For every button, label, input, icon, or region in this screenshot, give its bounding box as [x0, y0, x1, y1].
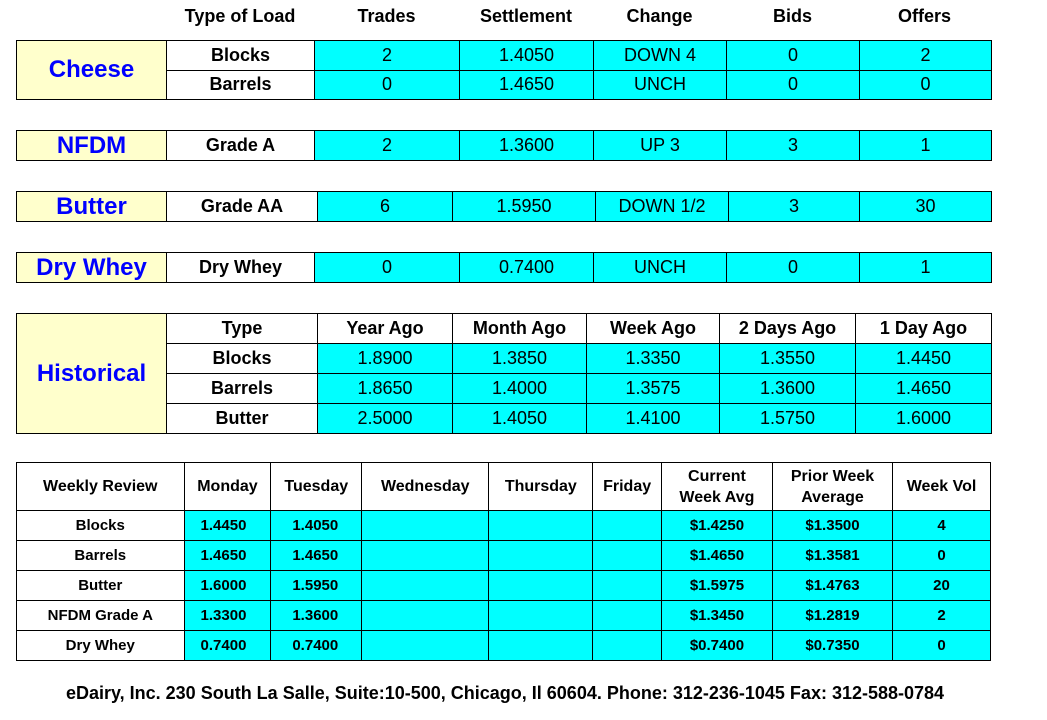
historical-value: 1.3850 — [453, 344, 587, 374]
table-cell: 0 — [893, 631, 991, 661]
table-row — [17, 631, 991, 661]
table-cell — [593, 571, 662, 601]
column-header: Friday — [593, 463, 662, 511]
table-row — [17, 41, 992, 71]
historical-value: 1.4100 — [587, 404, 720, 434]
table-cell: 1.3600 — [271, 601, 362, 631]
historical-value: 1.3600 — [720, 374, 856, 404]
offers-value: 1 — [860, 131, 992, 161]
historical-value: 1.8650 — [318, 374, 453, 404]
table-row — [17, 253, 992, 283]
column-header: Week Ago — [587, 314, 720, 344]
table-row — [17, 314, 992, 344]
trades-value: 6 — [318, 192, 453, 222]
table-row — [17, 541, 991, 571]
table-cell — [593, 631, 662, 661]
historical-value: 1.3575 — [587, 374, 720, 404]
historical-value: 1.3350 — [587, 344, 720, 374]
settlement-value: 1.4650 — [460, 70, 594, 100]
row-label: Barrels — [167, 374, 318, 404]
table-cell: 0 — [893, 541, 991, 571]
table-cell — [593, 601, 662, 631]
offers-value: 30 — [860, 192, 992, 222]
change-value: UP 3 — [594, 131, 727, 161]
header-type-of-load: Type of Load — [184, 6, 296, 26]
historical-value: 1.4050 — [453, 404, 587, 434]
table-cell: 4 — [893, 511, 991, 541]
settlement-value: 1.3600 — [460, 131, 594, 161]
category-dry-whey: Dry Whey — [17, 253, 167, 283]
table-cell — [489, 541, 593, 571]
row-label: Blocks — [167, 344, 318, 374]
table-cell: 1.4650 — [271, 541, 362, 571]
bids-value: 3 — [727, 131, 860, 161]
column-header: Monday — [184, 463, 271, 511]
historical-value: 1.4000 — [453, 374, 587, 404]
row-label: NFDM Grade A — [17, 601, 185, 631]
table-cell: $1.4650 — [661, 541, 772, 571]
trades-value: 0 — [315, 70, 460, 100]
column-header — [772, 463, 892, 511]
column-header: Type — [167, 314, 318, 344]
settlement-value: 1.4050 — [460, 41, 594, 71]
load-type: Grade A — [167, 131, 315, 161]
table-cell: 0.7400 — [184, 631, 271, 661]
table-cell: 1.4050 — [271, 511, 362, 541]
table-cell: 1.5950 — [271, 571, 362, 601]
row-label: Dry Whey — [17, 631, 185, 661]
table-cell: $1.3450 — [661, 601, 772, 631]
table-cell: 1.3300 — [184, 601, 271, 631]
change-value: DOWN 4 — [594, 41, 727, 71]
offers-value: 1 — [860, 253, 992, 283]
column-header: Weekly Review — [17, 463, 185, 511]
load-type: Grade AA — [167, 192, 318, 222]
table-cell — [489, 571, 593, 601]
bids-value: 0 — [727, 70, 860, 100]
historical-value: 1.4650 — [856, 374, 992, 404]
table-cell: 0.7400 — [271, 631, 362, 661]
weekly-review-table — [16, 462, 991, 661]
header-change: Change — [626, 6, 693, 26]
change-value: UNCH — [594, 253, 727, 283]
column-header: Tuesday — [271, 463, 362, 511]
category-historical: Historical — [17, 314, 167, 434]
table-header-row — [17, 463, 991, 511]
settlement-value: 0.7400 — [460, 253, 594, 283]
footer-contact: eDairy, Inc. 230 South La Salle, Suite:10-500, Chicago, Il 60604. Phone: 312-236-1045 Fax: 312-588-0784 — [65, 683, 945, 703]
category-cheese: Cheese — [17, 41, 167, 100]
bids-value: 3 — [729, 192, 860, 222]
table-cell — [362, 571, 489, 601]
historical-value: 1.5750 — [720, 404, 856, 434]
column-header: Week Vol — [893, 463, 991, 511]
offers-value: 0 — [860, 70, 992, 100]
column-header: 2 Days Ago — [720, 314, 856, 344]
change-value: UNCH — [594, 70, 727, 100]
row-label: Butter — [17, 571, 185, 601]
bids-value: 0 — [727, 253, 860, 283]
historical-value: 1.4450 — [856, 344, 992, 374]
table-row — [17, 192, 992, 222]
table-cell — [489, 511, 593, 541]
table-cell: $1.4250 — [661, 511, 772, 541]
table-cell: 2 — [893, 601, 991, 631]
table-cell: 1.6000 — [184, 571, 271, 601]
table-cell: 1.4650 — [184, 541, 271, 571]
table-cell: $1.2819 — [772, 601, 892, 631]
table-cell — [489, 601, 593, 631]
load-type: Barrels — [167, 70, 315, 100]
row-label: Butter — [167, 404, 318, 434]
settlement-value: 1.5950 — [453, 192, 596, 222]
row-label: Blocks — [17, 511, 185, 541]
table-cell: $0.7350 — [772, 631, 892, 661]
category-butter: Butter — [17, 192, 167, 222]
header-settlement: Settlement — [479, 6, 573, 26]
table-cell: 1.4450 — [184, 511, 271, 541]
historical-value: 1.3550 — [720, 344, 856, 374]
historical-value: 2.5000 — [318, 404, 453, 434]
table-cell — [362, 541, 489, 571]
nfdm-table — [16, 130, 992, 161]
column-header: Thursday — [489, 463, 593, 511]
trades-value: 0 — [315, 253, 460, 283]
header-bids: Bids — [772, 6, 812, 26]
column-header: Month Ago — [453, 314, 587, 344]
table-row — [17, 571, 991, 601]
offers-value: 2 — [860, 41, 992, 71]
dry-whey-table — [16, 252, 992, 283]
table-cell: $1.3500 — [772, 511, 892, 541]
table-cell: $0.7400 — [661, 631, 772, 661]
column-header: Wednesday — [362, 463, 489, 511]
trades-value: 2 — [315, 41, 460, 71]
header-trades: Trades — [357, 6, 416, 26]
trades-value: 2 — [315, 131, 460, 161]
table-cell — [489, 631, 593, 661]
historical-table — [16, 313, 992, 434]
column-header: Year Ago — [318, 314, 453, 344]
table-cell — [362, 601, 489, 631]
category-nfdm: NFDM — [17, 131, 167, 161]
header-line: Average — [801, 488, 864, 506]
table-cell — [362, 511, 489, 541]
butter-table — [16, 191, 992, 222]
header-line: Prior Week — [790, 467, 875, 485]
column-header: 1 Day Ago — [856, 314, 992, 344]
table-row — [17, 131, 992, 161]
table-cell: $1.5975 — [661, 571, 772, 601]
table-cell — [593, 511, 662, 541]
table-row — [17, 601, 991, 631]
table-row — [17, 511, 991, 541]
row-label: Barrels — [17, 541, 185, 571]
column-header — [661, 463, 772, 511]
cheese-table — [16, 40, 992, 100]
header-offers: Offers — [897, 6, 951, 26]
load-type: Dry Whey — [167, 253, 315, 283]
historical-value: 1.8900 — [318, 344, 453, 374]
header-line: Current — [688, 467, 746, 485]
header-line: Week Avg — [679, 488, 755, 506]
table-cell: $1.3581 — [772, 541, 892, 571]
load-type: Blocks — [167, 41, 315, 71]
table-cell — [593, 541, 662, 571]
historical-value: 1.6000 — [856, 404, 992, 434]
bids-value: 0 — [727, 41, 860, 71]
change-value: DOWN 1/2 — [596, 192, 729, 222]
table-cell: 20 — [893, 571, 991, 601]
table-cell: $1.4763 — [772, 571, 892, 601]
table-cell — [362, 631, 489, 661]
